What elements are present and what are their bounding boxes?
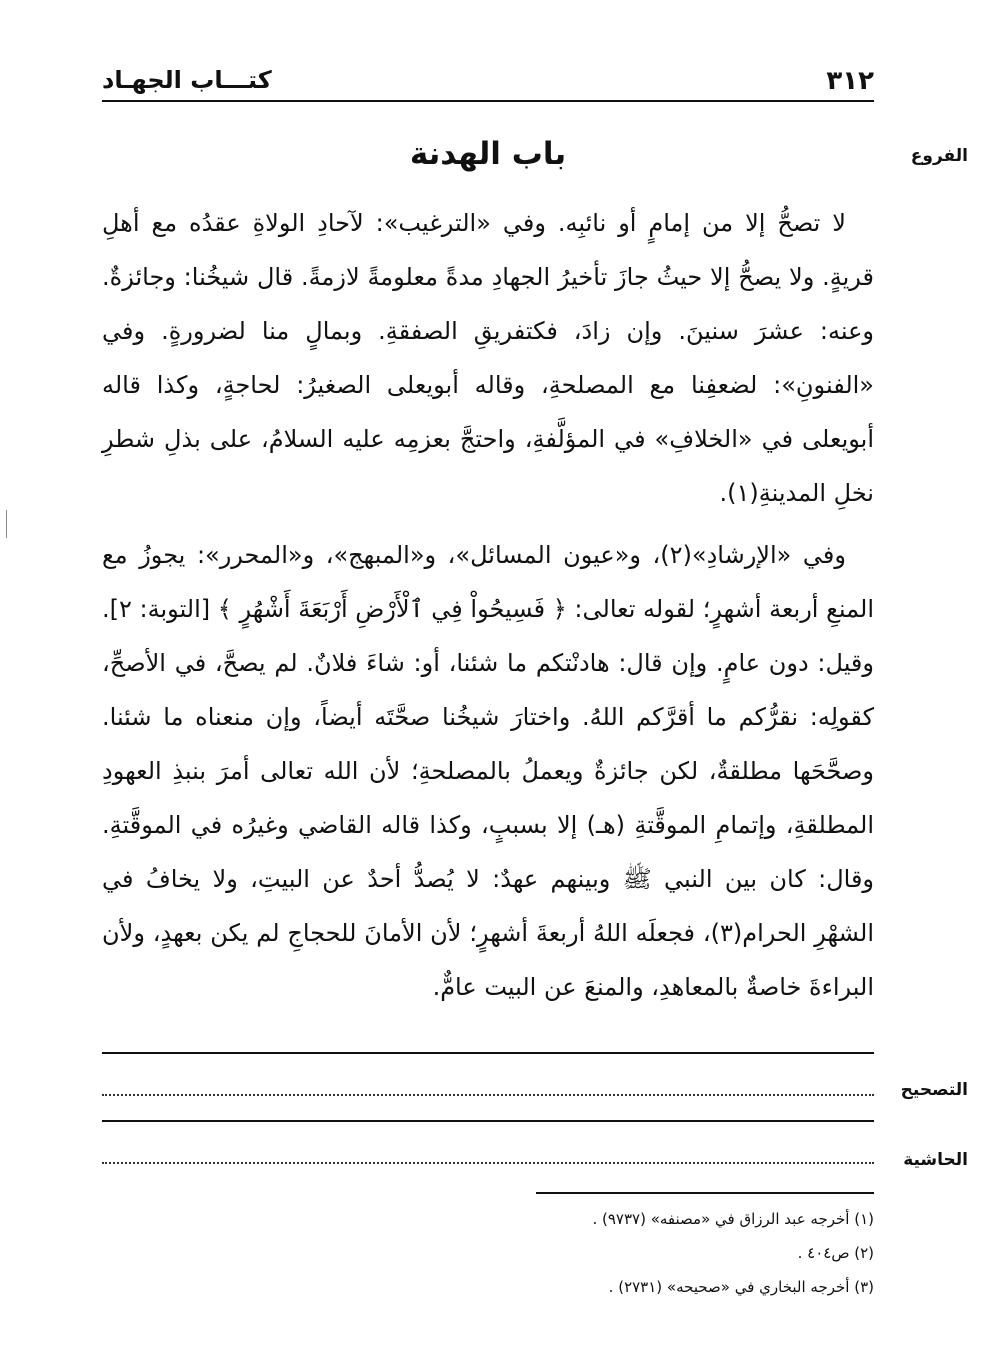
source-label: الفروع bbox=[910, 146, 968, 166]
annotation-dotted-line bbox=[102, 1162, 874, 1164]
footnote-1: (١) أخرجه عبد الرزاق في «مصنفه» (٩٧٣٧) . bbox=[592, 1210, 874, 1228]
page-number: ٣١٢ bbox=[826, 66, 874, 96]
margin-mark bbox=[6, 510, 10, 538]
footnote-rule bbox=[536, 1192, 874, 1194]
paragraph-1: لا تصحُّ إلا من إمامٍ أو نائبِه. وفي «الترغيب»: لآحادِ الولاةِ عقدُه مع أهلِ قريةٍ. ولا يصحُّ إلا حيثُ جازَ تأخيرُ الجهادِ مدةً معلومةً لازمةً. قال شيخُنا: وجائزةٌ. وعنه: عشرَ سنينَ. وإن زادَ، فكتفريقِ الصفقةِ. وبمالٍ منا لضرورةٍ. وفي «الفنونِ»: لضعفِنا مع المصلحةِ، وقاله أبويعلى الصغيرُ: لحاجةٍ، وكذا قاله أبويعلى في «الخلافِ» في المؤلَّفةِ، واحتجَّ بعزمِه عليه السلامُ، على بذلِ شطرِ نخلِ المدينةِ(١). bbox=[102, 209, 874, 507]
book-title: كتـــاب الجهـاد bbox=[102, 66, 272, 94]
footnote-3: (٣) أخرجه البخاري في «صحيحه» (٢٧٣١) . bbox=[608, 1278, 874, 1296]
footnotes bbox=[274, 1202, 874, 1304]
correction-separator bbox=[102, 1120, 874, 1122]
section-separator bbox=[102, 1052, 874, 1054]
correction-label: التصحيح bbox=[900, 1080, 968, 1100]
chapter-title: باب الهدنة bbox=[409, 136, 567, 172]
running-header bbox=[102, 62, 874, 102]
footnote-2: (٢) ص٤٠٤ . bbox=[797, 1244, 874, 1262]
header-rule bbox=[102, 100, 874, 102]
paragraph-2: وفي «الإرشادِ»(٢)، و«عيون المسائل»، و«المبهج»، و«المحرر»: يجوزُ مع المنعِ أربعة أشهرٍ؛ لقوله تعالى: ﴿ فَسِيحُواْ فِي ٱلْأَرْضِ أَرْبَعَةَ أَشْهُرٍ ﴾ [التوبة: ٢]. وقيل: دون عامٍ. وإن قال: هادنْتكم ما شئنا، أو: شاءَ فلانٌ. لم يصحَّ، في الأصحِّ، كقولِه: نقرُّكم ما أقرَّكم اللهُ. واختارَ شيخُنا صحَّتَه أيضاً، وإن منعناه ما شئنا. وصحَّحَها مطلقةٌ، لكن جائزةٌ ويعملُ بالمصلحةِ؛ لأن الله تعالى أمرَ بنبذِ العهودِ المطلقةِ، وإتمامِ الموقَّتةِ (هـ) إلا بسببٍ، وكذا قاله القاضي وغيرُه في الموقَّتةِ. وقال: كان بين النبي ﷺ وبينهم عهدٌ: لا يُصدُّ أحدٌ عن البيتِ، ولا يخافُ في الشهْرِ الحرام(٣)، فجعلَه اللهُ أربعةَ أشهرٍ؛ لأن الأمانَ للحجاجِ لم يكن بعهدٍ، ولأن البراءةَ خاصةٌ بالمعاهدِ، والمنعَ عن البيت عامٌّ. bbox=[102, 541, 874, 1001]
main-text bbox=[102, 196, 874, 1014]
annotation-label: الحاشية bbox=[903, 1150, 968, 1170]
correction-dotted-line bbox=[102, 1094, 874, 1096]
